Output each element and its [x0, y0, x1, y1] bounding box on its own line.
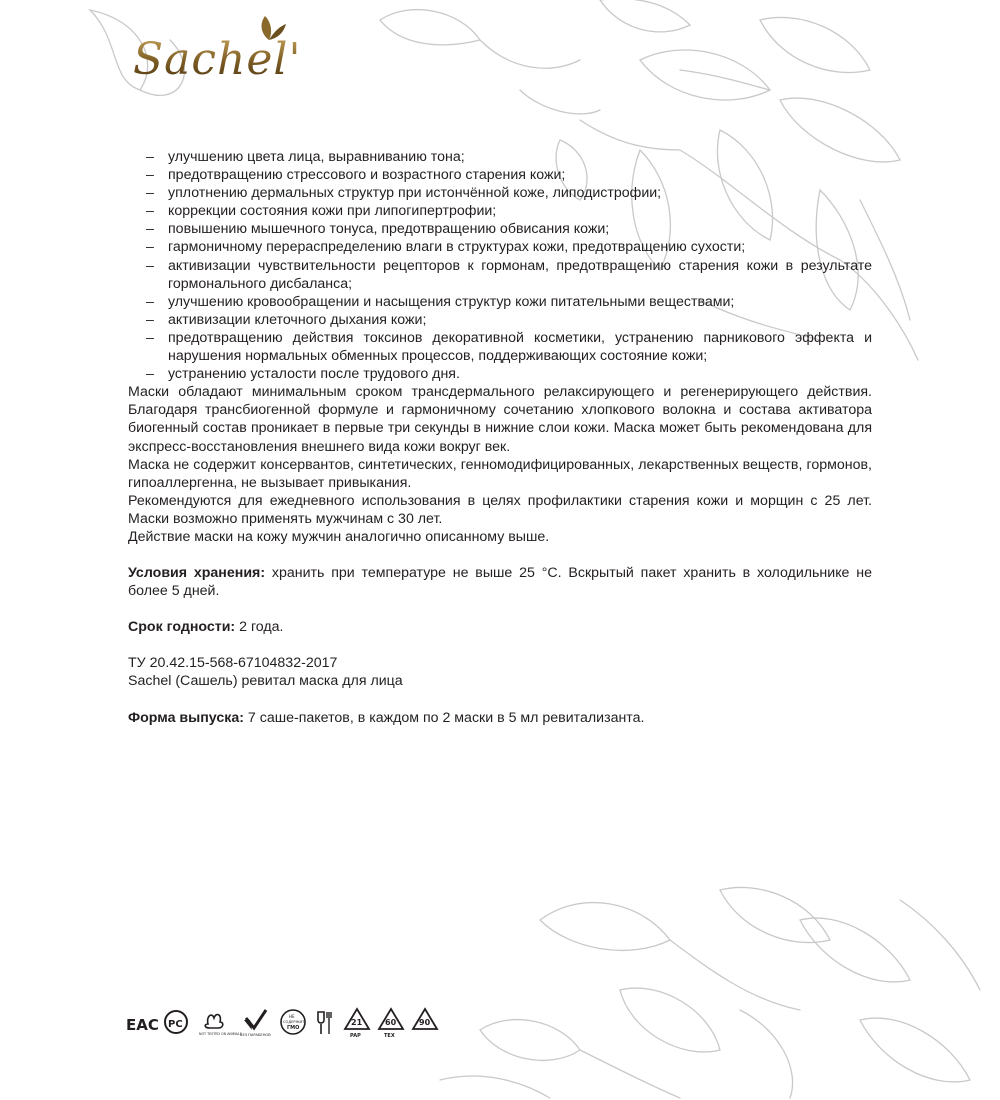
- recycle-60-number: 60: [385, 1018, 397, 1027]
- glass-fork-icon: [312, 1006, 338, 1040]
- brand-logo: [133, 12, 363, 92]
- recycle-21-pap-icon: [342, 1006, 372, 1040]
- no-gmo-text-bottom: ГМО: [287, 1025, 300, 1031]
- product-description: [128, 148, 872, 727]
- certification-icons: [126, 1006, 446, 1042]
- eac-mark-text: EAC: [126, 1016, 159, 1034]
- product-name: Sachel (Сашель) ревитал маска для лица: [128, 673, 403, 690]
- recycle-90-icon: [410, 1006, 440, 1040]
- recycle-60-code: TEX: [384, 1033, 395, 1039]
- rst-mark-text: PC: [168, 1019, 183, 1030]
- no-gmo-text-mid: СОДЕРЖИТ: [283, 1020, 305, 1024]
- shelf-life: [128, 618, 872, 636]
- recycle-90-number: 90: [419, 1018, 431, 1027]
- description-paragraph: Маски обладают минимальным сроком трансдермального релаксирующего и регенерирующего действия. Благодаря трансбиогенной формуле и гармоничному сочетанию хлопкового волокна и состава активатора биогенный состав проникает в первые три секунды в нижние слои кожи. Маска может быть рекомендована для экспресс-восстановления внешнего вида кожи вокруг век.: [128, 384, 872, 455]
- list-item: – активизации чувствительности рецепторов к гормонам, предотвращению старения кожи в результате гормонального дисбаланса;: [128, 257, 872, 293]
- description-paragraph: Рекомендуются для ежедневного использования в целях профилактики старения кожи и морщин с 25 лет. Маски возможно применять мужчинам с 30 лет.: [128, 492, 872, 527]
- shelf-life-text: 2 года.: [235, 619, 284, 636]
- list-item: – устранению усталости после трудового дня.: [128, 365, 872, 383]
- no-gmo-text-top: НЕ: [289, 1014, 295, 1019]
- description-paragraph: Маска не содержит консервантов, синтетических, генномодифицированных, лекарственных веществ, гормонов, гипоаллергенна, не вызывает привыкания.: [128, 456, 872, 491]
- list-item: – улучшению цвета лица, выравниванию тона;: [128, 148, 872, 166]
- list-item: – активизации клеточного дыхания кожи;: [128, 311, 872, 329]
- storage-text: хранить при температуре не выше 25 °С. Вскрытый пакет хранить в холодильнике не более 5 дней.: [128, 565, 872, 600]
- description-paragraph: Действие маски на кожу мужчин аналогично описанному выше.: [128, 528, 550, 545]
- release-form-label: Форма выпуска:: [128, 709, 244, 726]
- recycle-21-number: 21: [351, 1018, 363, 1027]
- list-item: – предотвращению стрессового и возрастного старения кожи;: [128, 166, 872, 184]
- storage-conditions: [128, 564, 872, 600]
- logo-text: Sachel': [133, 34, 302, 85]
- eac-mark-icon: [126, 1006, 159, 1040]
- tech-spec-code: ТУ 20.42.15-568-67104832-2017: [128, 655, 338, 672]
- release-form: [128, 709, 872, 727]
- storage-label: Условия хранения:: [128, 565, 266, 582]
- no-parabens-icon: [238, 1006, 272, 1040]
- rst-mark-icon: [162, 1006, 190, 1040]
- shelf-life-label: Срок годности:: [128, 619, 236, 636]
- recycle-60-tex-icon: [376, 1006, 406, 1040]
- recycle-21-code: PAP: [350, 1033, 361, 1039]
- not-tested-on-animals-icon: [198, 1006, 242, 1040]
- no-parabens-text: БЕЗ ПАРАБЕНОВ: [240, 1033, 271, 1037]
- release-form-text: 7 саше-пакетов, в каждом по 2 маски в 5 мл ревитализанта.: [243, 709, 645, 726]
- not-tested-text: NOT TESTED ON ANIMALS: [199, 1032, 242, 1036]
- list-item: – гармоничному перераспределению влаги в структурах кожи, предотвращению сухости;: [128, 238, 872, 256]
- benefits-list: [128, 148, 872, 383]
- list-item: – повышению мышечного тонуса, предотвращению обвисания кожи;: [128, 220, 872, 238]
- list-item: – уплотнению дермальных структур при истончённой коже, липодистрофии;: [128, 184, 872, 202]
- list-item: – улучшению кровообращении и насыщения структур кожи питательными веществами;: [128, 293, 872, 311]
- list-item: – коррекции состояния кожи при липогипертрофии;: [128, 202, 872, 220]
- list-item: – предотвращению действия токсинов декоративной косметики, устранению парникового эффекта и нарушения нормальных обменных процессов, поддерживающих состояние кожи;: [128, 329, 872, 365]
- no-gmo-icon: [278, 1006, 308, 1040]
- floral-decoration-bottom: [420, 880, 1000, 1100]
